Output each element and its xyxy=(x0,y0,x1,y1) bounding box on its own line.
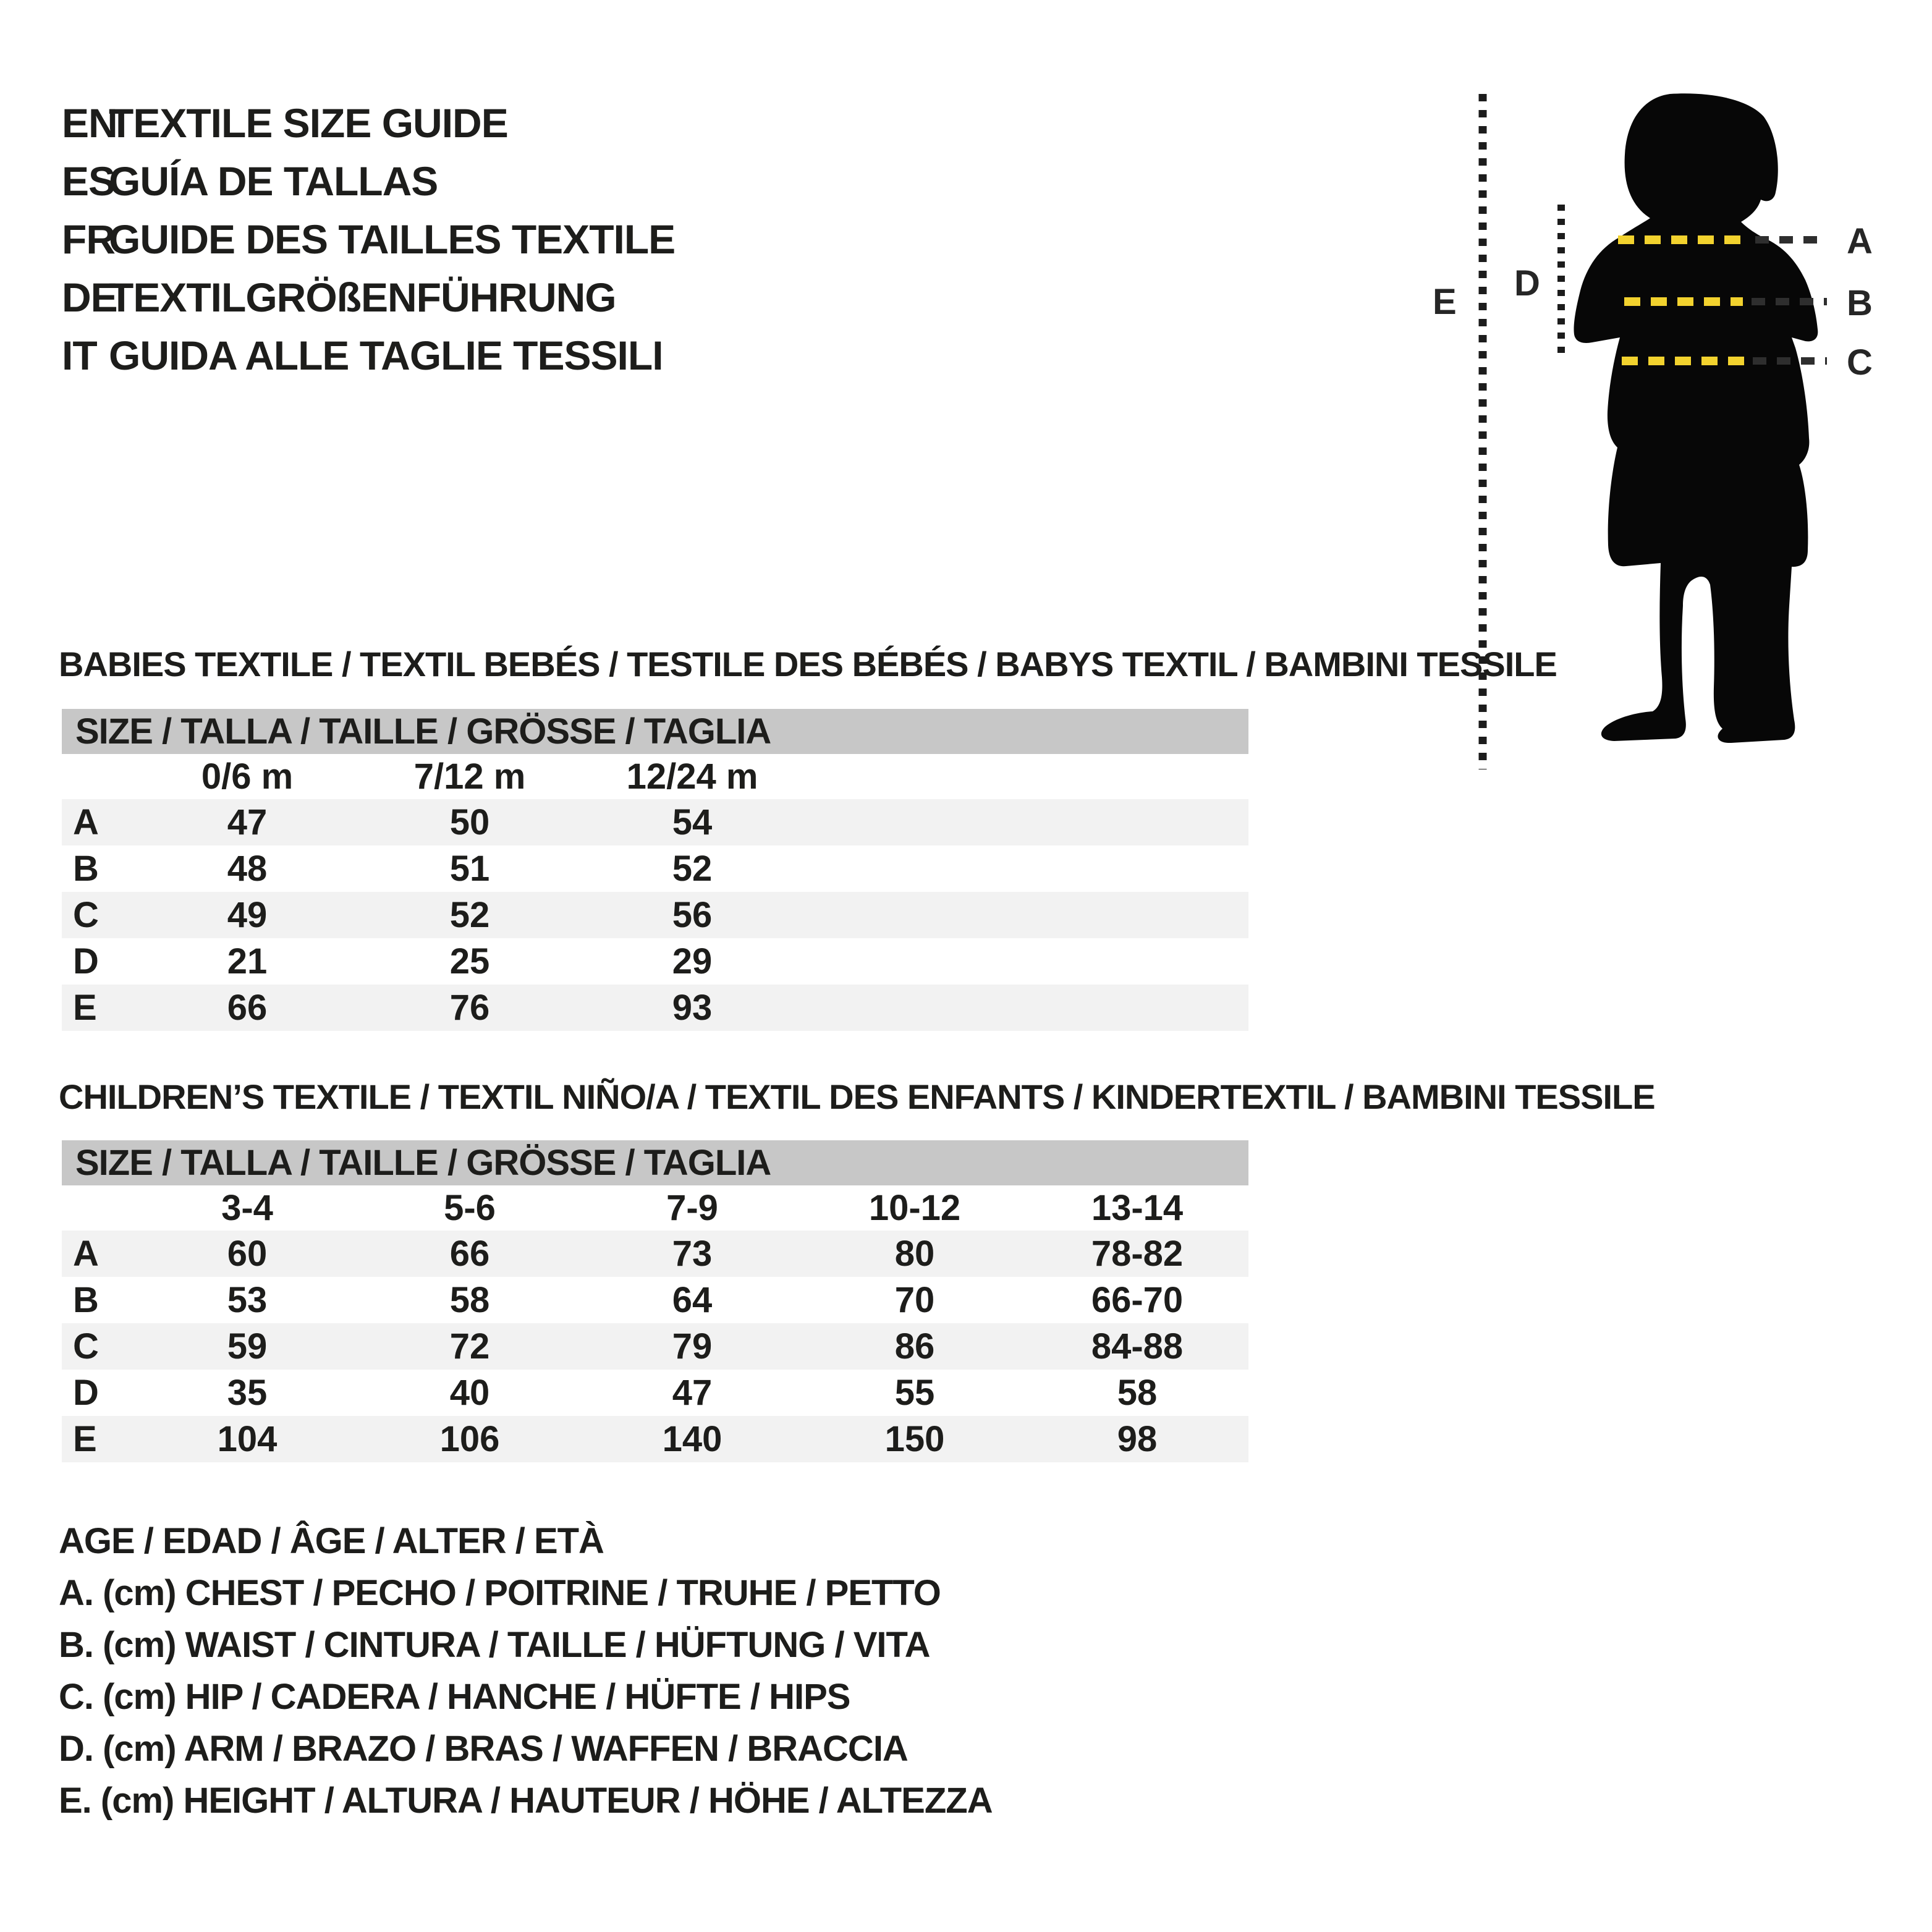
cell: 76 xyxy=(449,988,490,1028)
table-row xyxy=(62,799,1248,845)
column-header-empty xyxy=(803,754,1026,799)
cell: 66-70 xyxy=(1091,1280,1184,1320)
cell: 66 xyxy=(227,988,268,1028)
cell-empty xyxy=(803,985,1026,1031)
column-header: 3-4 xyxy=(221,1188,273,1228)
column-header: 10-12 xyxy=(868,1188,961,1228)
cell: 104 xyxy=(217,1419,278,1459)
lang-row-es xyxy=(62,152,675,210)
legend-chest-line: A. (cm) CHEST / PECHO / POITRINE / TRUHE / PETTO xyxy=(59,1573,941,1613)
lang-title: GUIDA ALLE TAGLIE TESSILI xyxy=(109,333,663,378)
table-row xyxy=(62,1416,1248,1462)
cell: 150 xyxy=(884,1419,945,1459)
measurement-legend xyxy=(59,1515,993,1827)
lang-row-de xyxy=(62,268,675,326)
row-label-spacer xyxy=(62,754,136,799)
cell-empty xyxy=(803,845,1026,892)
column-header: 13-14 xyxy=(1091,1188,1184,1228)
cell: 84-88 xyxy=(1091,1326,1184,1366)
column-header: 0/6 m xyxy=(201,756,294,797)
label-c: C xyxy=(1847,342,1873,383)
size-header-bar: SIZE / TALLA / TAILLE / GRÖSSE / TAGLIA xyxy=(62,1140,1248,1185)
legend-waist-line: B. (cm) WAIST / CINTURA / TAILLE / HÜFTUNG / VITA xyxy=(59,1625,930,1665)
children-column-header-row xyxy=(62,1185,1248,1231)
label-e: E xyxy=(1433,282,1457,322)
cell: 64 xyxy=(672,1280,713,1320)
child-silhouette-diagram xyxy=(1391,62,1932,834)
table-row xyxy=(62,938,1248,985)
children-size-table xyxy=(62,1140,1248,1462)
row-label: E xyxy=(73,1419,97,1459)
row-label: C xyxy=(73,1326,99,1366)
cell: 72 xyxy=(449,1326,490,1366)
cell: 58 xyxy=(449,1280,490,1320)
column-header-empty xyxy=(1026,754,1248,799)
row-label: A xyxy=(73,1234,99,1274)
column-header: 7-9 xyxy=(666,1188,718,1228)
cell-empty xyxy=(1026,985,1248,1031)
cell: 47 xyxy=(227,802,268,842)
lang-row-it xyxy=(62,326,675,384)
cell: 49 xyxy=(227,895,268,935)
children-section-title: CHILDREN’S TEXTILE / TEXTIL NIÑO/A / TEXTIL DES ENFANTS / KINDERTEXTIL / BAMBINI TESSILE xyxy=(59,1077,1655,1116)
cell-empty xyxy=(803,799,1026,845)
babies-size-table xyxy=(62,709,1248,1031)
cell: 52 xyxy=(449,895,490,935)
lang-title: GUÍA DE TALLAS xyxy=(109,158,438,204)
cell: 140 xyxy=(662,1419,722,1459)
row-label: B xyxy=(73,849,99,889)
language-header xyxy=(62,94,675,384)
cell-empty xyxy=(1026,938,1248,985)
table-row xyxy=(62,985,1248,1031)
cell: 106 xyxy=(439,1419,500,1459)
cell: 35 xyxy=(227,1373,268,1413)
cell: 55 xyxy=(894,1373,935,1413)
lang-code: DE xyxy=(62,274,117,320)
row-label: C xyxy=(73,895,99,935)
cell: 78-82 xyxy=(1091,1234,1184,1274)
cell: 47 xyxy=(672,1373,713,1413)
cell-empty xyxy=(1026,799,1248,845)
cell: 66 xyxy=(449,1234,490,1274)
cell: 86 xyxy=(894,1326,935,1366)
lang-code: EN xyxy=(62,100,117,146)
row-label: D xyxy=(73,941,99,981)
cell: 80 xyxy=(894,1234,935,1274)
cell: 54 xyxy=(672,802,713,842)
lang-title: TEXTILGRÖßENFÜHRUNG xyxy=(109,274,616,320)
row-label-spacer xyxy=(62,1185,136,1231)
column-header: 7/12 m xyxy=(413,756,526,797)
cell-empty xyxy=(803,938,1026,985)
table-row xyxy=(62,892,1248,938)
row-label: B xyxy=(73,1280,99,1320)
legend-age-line: AGE / EDAD / ÂGE / ALTER / ETÀ xyxy=(59,1521,604,1561)
lang-row-fr xyxy=(62,210,675,268)
cell-empty xyxy=(1026,892,1248,938)
cell: 58 xyxy=(1117,1373,1158,1413)
lang-code: ES xyxy=(62,158,116,204)
cell: 56 xyxy=(672,895,713,935)
cell: 25 xyxy=(449,941,490,981)
child-silhouette xyxy=(1574,93,1818,743)
column-header: 12/24 m xyxy=(626,756,758,797)
cell: 93 xyxy=(672,988,713,1028)
cell: 70 xyxy=(894,1280,935,1320)
babies-column-header-row xyxy=(62,754,1248,799)
table-row xyxy=(62,1370,1248,1416)
cell: 29 xyxy=(672,941,713,981)
row-label: A xyxy=(73,802,99,842)
table-row xyxy=(62,1277,1248,1323)
cell: 50 xyxy=(449,802,490,842)
row-label: E xyxy=(73,988,97,1028)
label-a: A xyxy=(1847,221,1873,261)
cell: 51 xyxy=(449,849,490,889)
label-b: B xyxy=(1847,283,1873,323)
cell-empty xyxy=(803,892,1026,938)
cell: 53 xyxy=(227,1280,268,1320)
lang-row-en xyxy=(62,94,675,152)
legend-hip-line: C. (cm) HIP / CADERA / HANCHE / HÜFTE / HIPS xyxy=(59,1677,850,1717)
cell: 40 xyxy=(449,1373,490,1413)
cell: 79 xyxy=(672,1326,713,1366)
table-row xyxy=(62,1231,1248,1277)
cell: 59 xyxy=(227,1326,268,1366)
legend-arm-line: D. (cm) ARM / BRAZO / BRAS / WAFFEN / BRACCIA xyxy=(59,1729,908,1769)
table-row xyxy=(62,845,1248,892)
cell: 73 xyxy=(672,1234,713,1274)
size-header-bar: SIZE / TALLA / TAILLE / GRÖSSE / TAGLIA xyxy=(62,709,1248,754)
cell: 52 xyxy=(672,849,713,889)
lang-title: GUIDE DES TAILLES TEXTILE xyxy=(109,216,676,262)
cell: 60 xyxy=(227,1234,268,1274)
cell-empty xyxy=(1026,845,1248,892)
column-header: 5-6 xyxy=(444,1188,496,1228)
cell: 48 xyxy=(227,849,268,889)
label-d: D xyxy=(1514,263,1540,303)
cell: 21 xyxy=(227,941,268,981)
table-row xyxy=(62,1323,1248,1370)
lang-code: FR xyxy=(62,216,115,262)
row-label: D xyxy=(73,1373,99,1413)
measurement-illustration xyxy=(1391,62,1932,834)
lang-code: IT xyxy=(62,333,97,378)
babies-section-title: BABIES TEXTILE / TEXTIL BEBÉS / TESTILE DES BÉBÉS / BABYS TEXTIL / BAMBINI TESSILE xyxy=(59,645,1557,684)
cell: 98 xyxy=(1117,1419,1158,1459)
lang-title: TEXTILE SIZE GUIDE xyxy=(109,100,508,146)
legend-height-line: E. (cm) HEIGHT / ALTURA / HAUTEUR / HÖHE / ALTEZZA xyxy=(59,1781,993,1821)
